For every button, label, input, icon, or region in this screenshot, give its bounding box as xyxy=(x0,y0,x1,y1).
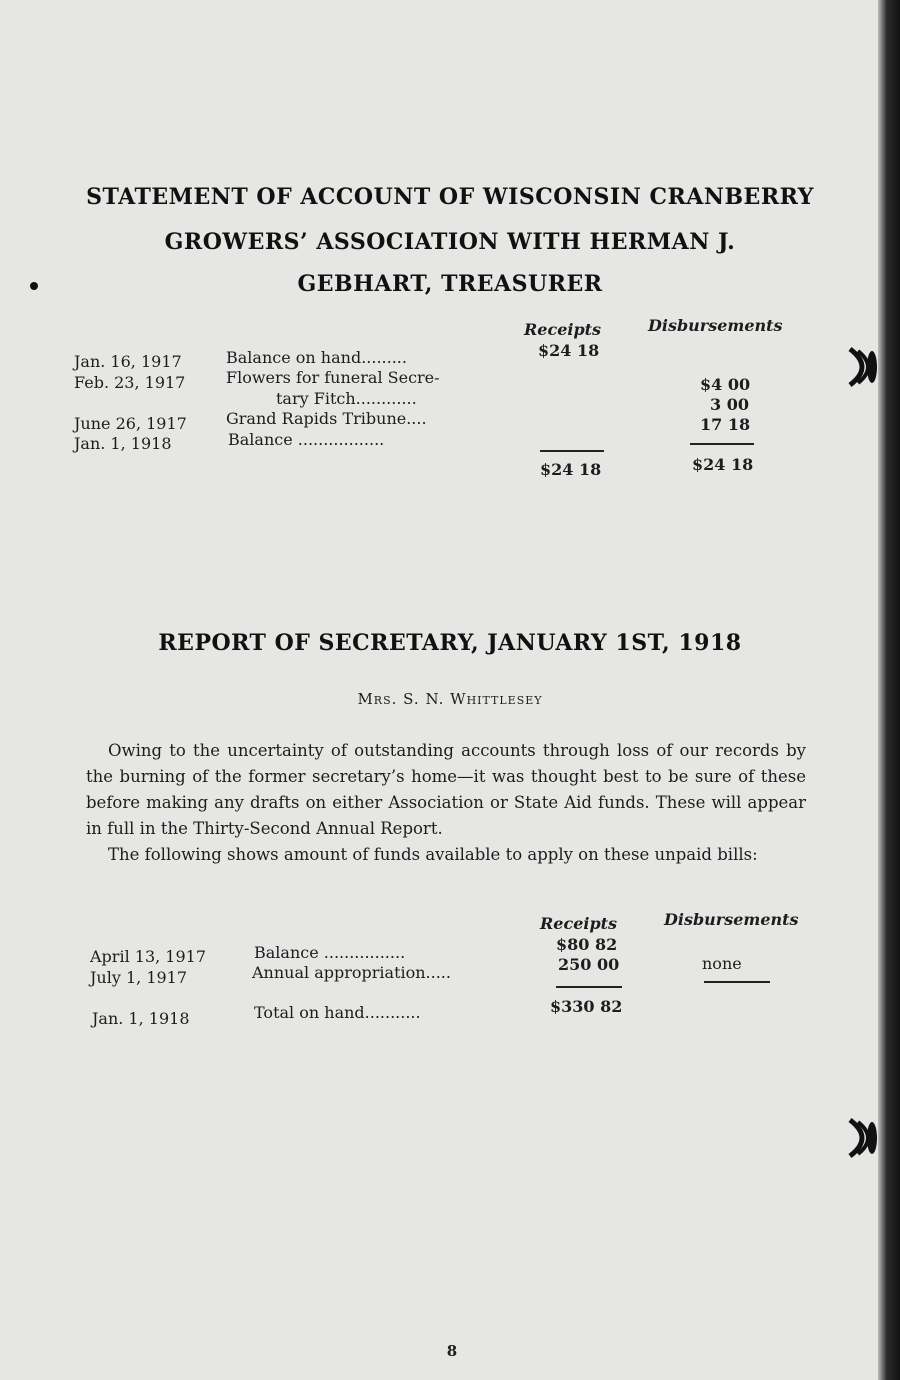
disbursements-total-rule xyxy=(704,981,770,983)
report-heading: REPORT OF SECRETARY, JANUARY 1ST, 1918 xyxy=(158,630,742,656)
disbursements-header: Disbursements xyxy=(648,316,783,335)
statement-title-line1: STATEMENT OF ACCOUNT OF WISCONSIN CRANBERRY xyxy=(86,184,814,210)
binder-clip-icon xyxy=(848,1116,878,1160)
receipts-total-rule xyxy=(540,450,604,452)
account-row-disbursement: 17 18 xyxy=(700,415,751,434)
disbursements-total: $24 18 xyxy=(692,455,754,474)
report-body xyxy=(86,738,806,868)
account-row-desc: Flowers for funeral Secre- xyxy=(226,368,440,387)
disbursements-value: none xyxy=(702,954,742,973)
funds-total-receipts: $330 82 xyxy=(550,997,623,1016)
account-row-date: Feb. 23, 1917 xyxy=(74,373,186,392)
receipts-header: Receipts xyxy=(524,320,602,339)
funds-row-date: April 13, 1917 xyxy=(90,947,207,966)
report-author: Mrs. S. N. Whittlesey xyxy=(357,690,543,708)
statement-title-line2: GROWERS’ ASSOCIATION WITH HERMAN J. xyxy=(164,229,736,255)
funds-total-date: Jan. 1, 1918 xyxy=(92,1009,190,1028)
account-row-disbursement: 3 00 xyxy=(710,395,749,414)
account-row-receipt: $24 18 xyxy=(538,341,600,360)
receipts-header: Receipts xyxy=(540,914,618,933)
funds-total-desc: Total on hand........... xyxy=(254,1003,421,1022)
account-row-date: Jan. 1, 1918 xyxy=(74,434,172,453)
report-paragraph: Owing to the uncertainty of outstanding accounts through loss of our records by the burning of the former secretary’s home—it was thought best to be sure of these before making any drafts on either Association or State Aid funds. These will appear in full in the Thirty-Second Annual Report. xyxy=(86,741,806,838)
receipts-total: $24 18 xyxy=(540,460,602,479)
disbursements-header: Disbursements xyxy=(664,910,799,929)
account-row-date: Jan. 16, 1917 xyxy=(74,352,182,371)
receipts-total-rule xyxy=(556,986,622,988)
funds-row-receipt: 250 00 xyxy=(558,955,620,974)
account-row-desc: tary Fitch............ xyxy=(276,389,417,408)
page-edge-shadow xyxy=(878,0,900,1380)
funds-row-desc: Annual appropriation..... xyxy=(252,963,451,982)
account-row-desc: Balance ................. xyxy=(228,430,385,449)
statement-title-line3: GEBHART, TREASURER xyxy=(297,271,603,297)
funds-row-date: July 1, 1917 xyxy=(90,968,188,987)
binder-clip-icon xyxy=(848,345,878,389)
funds-row-receipt: $80 82 xyxy=(556,935,618,954)
account-row-desc: Balance on hand......... xyxy=(226,348,407,367)
report-paragraph: The following shows amount of funds available to apply on these unpaid bills: xyxy=(108,845,758,864)
margin-mark xyxy=(30,282,38,290)
account-row-desc: Grand Rapids Tribune.... xyxy=(226,409,427,428)
account-row-date: June 26, 1917 xyxy=(74,414,187,433)
disbursements-total-rule xyxy=(690,443,754,445)
funds-row-desc: Balance ................ xyxy=(254,943,406,962)
page-number: 8 xyxy=(446,1342,458,1360)
account-row-disbursement: $4 00 xyxy=(700,375,751,394)
